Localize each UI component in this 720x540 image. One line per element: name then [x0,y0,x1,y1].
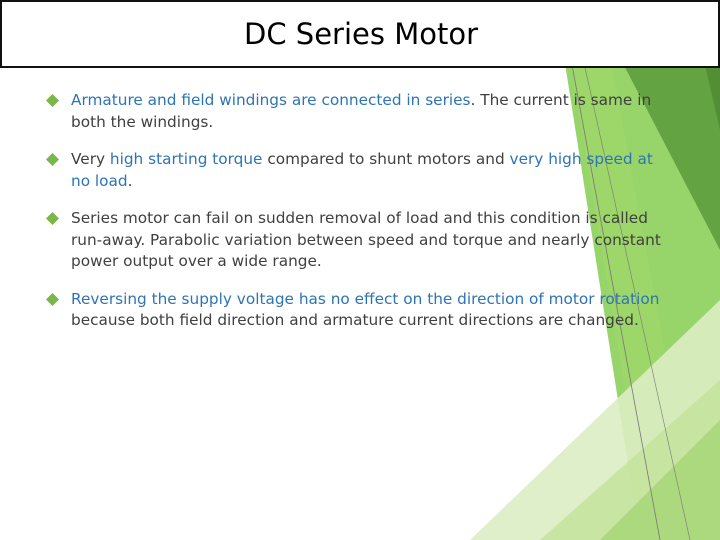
text-segment: Series motor can fail on sudden removal of load and this condition is called run-away. Parabolic variation between speed and torque and nearly constant power output over a wide range. [71,209,661,270]
highlighted-phrase: high starting torque [109,150,263,168]
bullet-text [71,90,671,133]
highlighted-phrase: very high speed at no load [71,150,653,190]
text-segment: compared to shunt motors and [262,150,510,168]
diamond-bullet-icon [46,212,59,225]
highlighted-phrase: Armature and field windings are connected in series [71,91,471,109]
slide-title: DC Series Motor [244,17,478,51]
text-segment: . [127,171,133,190]
diamond-bullet-icon [46,153,59,166]
bullet-item [0,149,671,192]
title-bar [0,0,720,68]
bullet-text [71,208,671,273]
bullet-list [0,90,720,348]
text-segment: Very [71,150,110,168]
text-segment: . The current is same in both the windings. [71,91,652,131]
diamond-bullet-icon [46,293,59,306]
bullet-item [0,208,671,273]
diamond-bullet-icon [46,94,59,107]
bullet-item [0,90,671,133]
bullet-text [71,289,671,332]
text-segment: because both field direction and armature current directions are changed. [71,311,639,329]
bullet-text [71,149,671,192]
bullet-item [0,289,671,332]
highlighted-phrase: Reversing the supply voltage has no effect on the direction of motor rotation [71,289,660,308]
